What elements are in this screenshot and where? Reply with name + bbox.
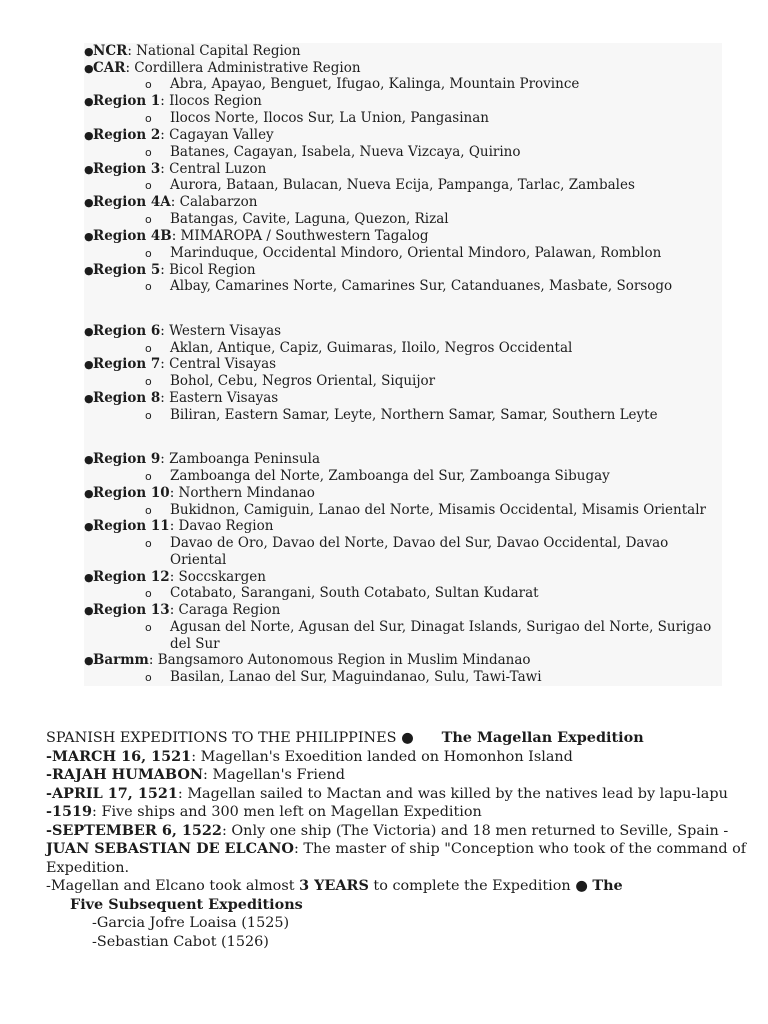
region-item: ●Region 8: Eastern Visayas: [84, 390, 279, 406]
region-item: ●Region 12: Soccskargen: [84, 569, 266, 585]
province-list-cont: Oriental: [170, 552, 227, 568]
province-list: o Biliran, Eastern Samar, Leyte, Northern Samar, Samar, Southern Leyte: [145, 407, 658, 423]
province-list: o Davao de Oro, Davao del Norte, Davao del Sur, Davao Occidental, Davao: [145, 535, 669, 551]
region-item: ●Region 2: Cagayan Valley: [84, 127, 274, 143]
region-item: ●Region 10: Northern Mindanao: [84, 485, 315, 501]
spanish-expeditions-section: [46, 729, 747, 951]
timeline-line: JUAN SEBASTIAN DE ELCANO: The master of ship "Conception who took of the command of: [46, 840, 747, 857]
timeline-line: -MARCH 16, 1521: Magellan's Exoedition landed on Homonhon Island: [46, 747, 573, 765]
region-item: ●Region 6: Western Visayas: [84, 323, 282, 339]
timeline-line-cont: Expedition.: [46, 859, 130, 876]
region-item: ●Region 4B: MIMAROPA / Southwestern Tagalog: [84, 228, 429, 244]
province-list: o Cotabato, Sarangani, South Cotabato, Sultan Kudarat: [145, 585, 539, 601]
years-line: -Magellan and Elcano took almost 3 YEARS to complete the Expedition ● The: [46, 877, 623, 894]
subsequent-title: Five Subsequent Expeditions: [70, 895, 303, 913]
regions-list: [84, 43, 722, 686]
province-list: o Batanes, Cagayan, Isabela, Nueva Vizcaya, Quirino: [145, 144, 521, 160]
region-item: ●NCR: National Capital Region: [84, 43, 301, 59]
region-item: ●Barmm: Bangsamoro Autonomous Region in Muslim Mindanao: [84, 652, 531, 668]
province-list: o Agusan del Norte, Agusan del Sur, Dinagat Islands, Surigao del Norte, Surigao: [145, 619, 712, 635]
timeline-line: -SEPTEMBER 6, 1522: Only one ship (The Victoria) and 18 men returned to Seville, Spain -: [46, 821, 729, 839]
province-list: o Bohol, Cebu, Negros Oriental, Siquijor: [145, 373, 436, 389]
province-list: o Bukidnon, Camiguin, Lanao del Norte, Misamis Occidental, Misamis Orientalr: [145, 502, 706, 518]
region-item: ●Region 1: Ilocos Region: [84, 93, 262, 109]
region-item: ●Region 5: Bicol Region: [84, 262, 256, 278]
region-item: ●Region 11: Davao Region: [84, 518, 274, 534]
timeline-line: -RAJAH HUMABON: Magellan's Friend: [46, 766, 345, 783]
province-list: o Aklan, Antique, Capiz, Guimaras, Iloilo, Negros Occidental: [145, 340, 573, 356]
province-list: o Zamboanga del Norte, Zamboanga del Sur, Zamboanga Sibugay: [145, 468, 610, 484]
province-list: o Ilocos Norte, Ilocos Sur, La Union, Pangasinan: [145, 110, 489, 126]
province-list: o Marinduque, Occidental Mindoro, Oriental Mindoro, Palawan, Romblon: [145, 245, 662, 261]
timeline-line: -1519: Five ships and 300 men left on Magellan Expedition: [46, 803, 482, 820]
province-list: o Aurora, Bataan, Bulacan, Nueva Ecija, Pampanga, Tarlac, Zambales: [145, 177, 635, 193]
section-heading: SPANISH EXPEDITIONS TO THE PHILIPPINES ● The Magellan Expedition: [46, 729, 644, 746]
region-item: ●Region 3: Central Luzon: [84, 161, 267, 177]
province-list: o Albay, Camarines Norte, Camarines Sur, Catanduanes, Masbate, Sorsogo: [145, 278, 673, 294]
province-list: o Batangas, Cavite, Laguna, Quezon, Rizal: [145, 211, 449, 227]
region-item: ●CAR: Cordillera Administrative Region: [84, 60, 361, 76]
province-list: o Basilan, Lanao del Sur, Maguindanao, Sulu, Tawi-Tawi: [145, 669, 542, 685]
region-item: ●Region 13: Caraga Region: [84, 602, 281, 618]
province-list-cont: del Sur: [170, 636, 220, 652]
region-item: ●Region 7: Central Visayas: [84, 356, 277, 372]
expedition-item: -Garcia Jofre Loaisa (1525): [92, 915, 290, 931]
province-list: o Abra, Apayao, Benguet, Ifugao, Kalinga, Mountain Province: [145, 76, 580, 92]
expedition-item: -Sebastian Cabot (1526): [92, 933, 269, 950]
timeline-line: -APRIL 17, 1521: Magellan sailed to Mactan and was killed by the natives lead by lapu-lapu: [46, 784, 728, 802]
region-item: ●Region 9: Zamboanga Peninsula: [84, 451, 321, 467]
region-item: ●Region 4A: Calabarzon: [84, 194, 258, 210]
